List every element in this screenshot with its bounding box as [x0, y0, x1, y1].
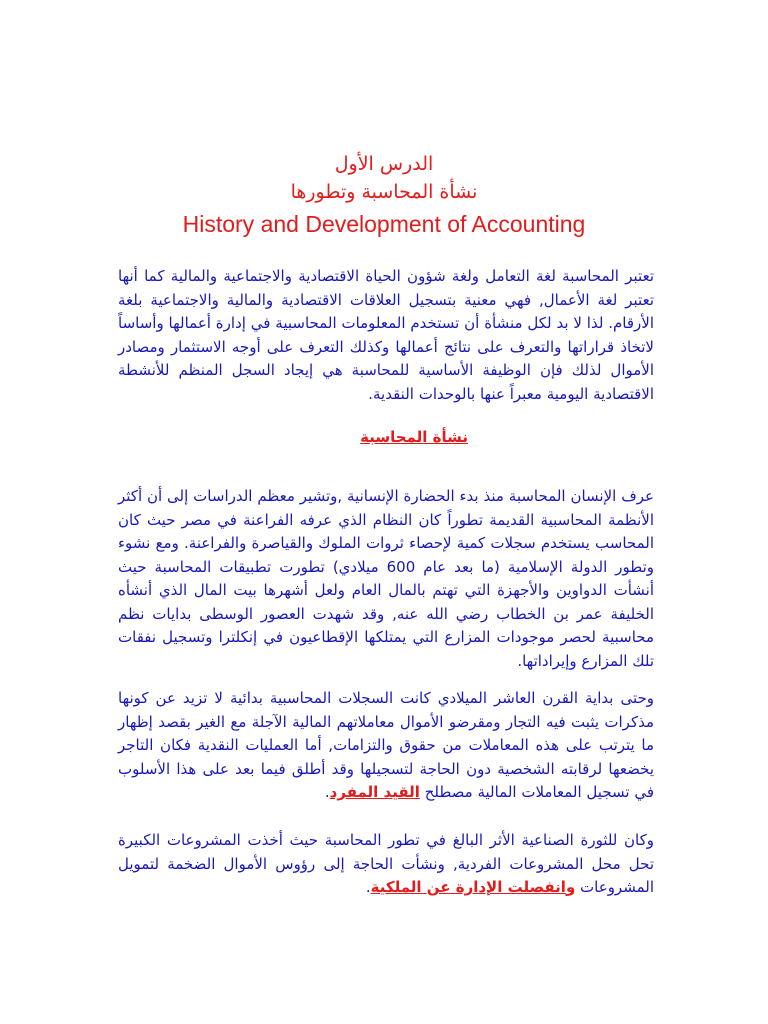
industrial-paragraph: [118, 829, 654, 900]
industrial-paragraph-text: وكان للثورة الصناعية الأثر البالغ في تطور المحاسبة حيث أخذت المشروعات الكبيرة تحل محل المشروعات الفردية, ونشأت الحاجة إلى رؤوس الأموال الضخمة لتمويل المشروعات: [118, 831, 654, 896]
separation-term: انفصلت الإدارة عن الملكية: [370, 878, 566, 896]
origin-paragraph: عرف الإنسان المحاسبة منذ بدء الحضارة الإنسانية ,وتشير معظم الدراسات إلى أن أكثر الأنظمة المحاسبية القديمة تطوراً كان النظام الذي عرفه الفراعنة في مصر حيث كان المحاسب يستخدم سجلات كمية لإحصاء ثروات الملوك والقياصرة والفراعنة. ومع نشوء وتطور الدولة الإسلامية (ما بعد عام 600 ميلادي) تطورت تطبيقات المحاسبة حيث أنشأت الدواوين والأجهزة التي تهتم بالمال العام ولعل أشهرها بيت المال الذي أنشأه الخليفة عمر بن الخطاب رضي الله عنه, وقد شهدت العصور الوسطى بدايات نظم محاسبية لحصر موجودات المزارع التي يمتلكها الإقطاعيون في إنكلترا وتسجيل نفقات تلك المزارع وإيراداتها.: [118, 487, 654, 670]
lesson-title: الدرس الأول: [334, 153, 434, 175]
title-block: [0, 150, 768, 240]
century-paragraph-end: .: [324, 783, 330, 801]
lesson-subtitle-english: History and Development of Accounting: [182, 211, 586, 237]
century-paragraph-text: وحتى بداية القرن العاشر الميلادي كانت السجلات المحاسبية بدائية لا تزيد عن كونها مذكرات يثبت فيه التجار ومقرضو الأموال معاملاتهم المالية الآجلة مع الغير بقصد إظهار ما يترتب على هذه المعاملات من حقوق والتزامات, أما العمليات النقدية فكان التاجر يخضعها لرقابته الشخصية دون الحاجة لتسجيلها وقد أطلق فيما بعد على هذا الأسلوب في تسجيل المعاملات المالية مصطلح: [118, 689, 654, 801]
single-entry-term: القيد المفرد: [329, 783, 420, 801]
industrial-and: و: [565, 878, 576, 896]
lesson-subtitle-arabic: نشأة المحاسبة وتطورها: [290, 181, 478, 203]
section-heading: نشأة المحاسبة: [360, 428, 468, 446]
century-paragraph: [118, 687, 654, 805]
industrial-paragraph-end: .: [365, 878, 371, 896]
intro-paragraph: تعتبر المحاسبة لغة التعامل ولغة شؤون الحياة الاقتصادية والاجتماعية والمالية كما أنها تعتبر لغة الأعمال, فهي معنية بتسجيل العلاقات الاقتصادية والمالية والاجتماعية بلغة الأرقام. لذا لا بد لكل منشأة أن تستخدم المعلومات المحاسبية في إدارة أعمالها وأساساً لاتخاذ قراراتها والتعرف على نتائج أعمالها وكذلك التعرف على أوجه الاستثمار ومصادر الأموال لذلك فإن الوظيفة الأساسية للمحاسبة هي إيجاد السجل المنظم للأنشطة الاقتصادية اليومية معبراً عنها بالوحدات النقدية.: [118, 267, 654, 403]
